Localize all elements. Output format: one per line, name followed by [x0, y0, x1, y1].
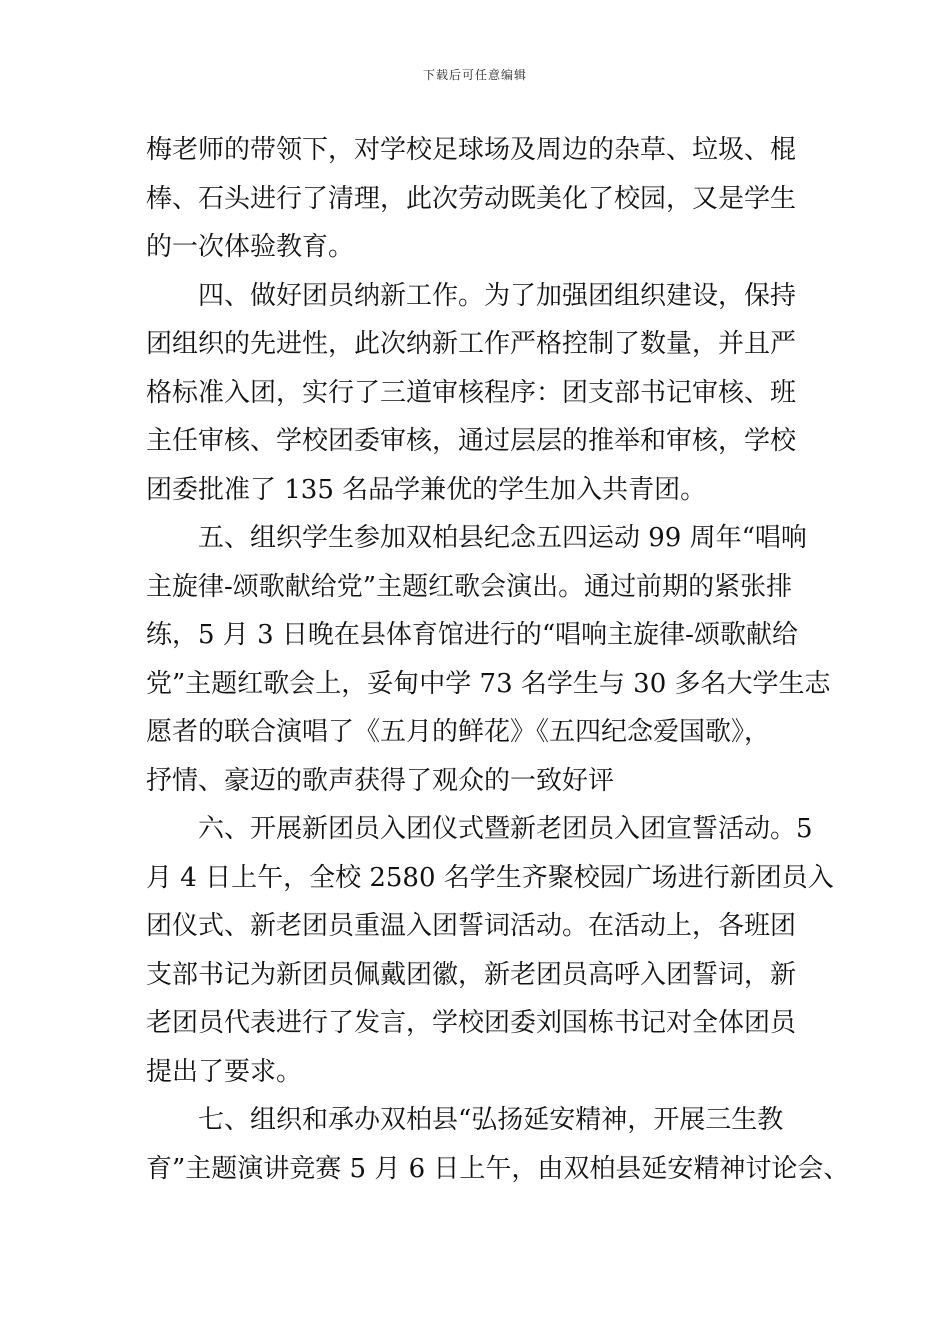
text-line: 主旋律-颂歌献给党”主题红歌会演出。通过前期的紧张排: [146, 571, 793, 602]
paragraph-5-start: 五、组织学生参加双柏县纪念五四运动 99 周年“唱响: [146, 523, 807, 553]
body-text: [146, 126, 850, 1193]
text-line: 棒、石头进行了清理，此次劳动既美化了校园，又是学生: [146, 183, 797, 214]
text-line: 格标准入团，实行了三道审核程序：团支部书记审核、班: [146, 377, 797, 408]
text-line: 团仪式、新老团员重温入团誓词活动。在活动上，各班团: [146, 911, 797, 941]
text-line: 提出了要求。: [146, 1056, 303, 1087]
text-line: 育”主题演讲竞赛 5 月 6 日上午，由双柏县延安精神讨论会、: [146, 1153, 850, 1184]
text-line: 支部书记为新团员佩戴团徽，新老团员高呼入团誓词，新: [146, 959, 797, 990]
text-line: 梅老师的带领下，对学校足球场及周边的杂草、垃圾、棍: [146, 135, 797, 165]
page-header: 下载后可任意编辑: [422, 68, 527, 82]
text-line: 老团员代表进行了发言，学校团委刘国栋书记对全体团员: [146, 1008, 797, 1038]
text-line: 团组织的先进性，此次纳新工作严格控制了数量，并且严: [146, 329, 797, 359]
text-line: 练，5 月 3 日晚在县体育馆进行的“唱响主旋律-颂歌献给: [146, 620, 798, 650]
text-line: 抒情、豪迈的歌声获得了观众的一致好评: [146, 765, 615, 796]
text-line: 团委批准了 135 名品学兼优的学生加入共青团。: [146, 474, 707, 505]
paragraph-6-start: 六、开展新团员入团仪式暨新老团员入团宣誓活动。5: [146, 814, 813, 844]
text-line: 月 4 日上午，全校 2580 名学生齐聚校园广场进行新团员入: [146, 862, 834, 893]
text-line: 愿者的联合演唱了《五月的鲜花》《五四纪念爱国歌》，: [146, 717, 771, 747]
paragraph-7-start: 七、组织和承办双柏县“弘扬延安精神，开展三生教: [146, 1105, 784, 1135]
text-line: 党”主题红歌会上，妥甸中学 73 名学生与 30 多名大学生志: [146, 668, 831, 699]
text-line: 的一次体验教育。: [146, 232, 355, 262]
text-line: 主任审核、学校团委审核，通过层层的推举和审核，学校: [146, 426, 797, 456]
paragraph-4-start: 四、做好团员纳新工作。为了加强团组织建设，保持: [146, 280, 797, 311]
